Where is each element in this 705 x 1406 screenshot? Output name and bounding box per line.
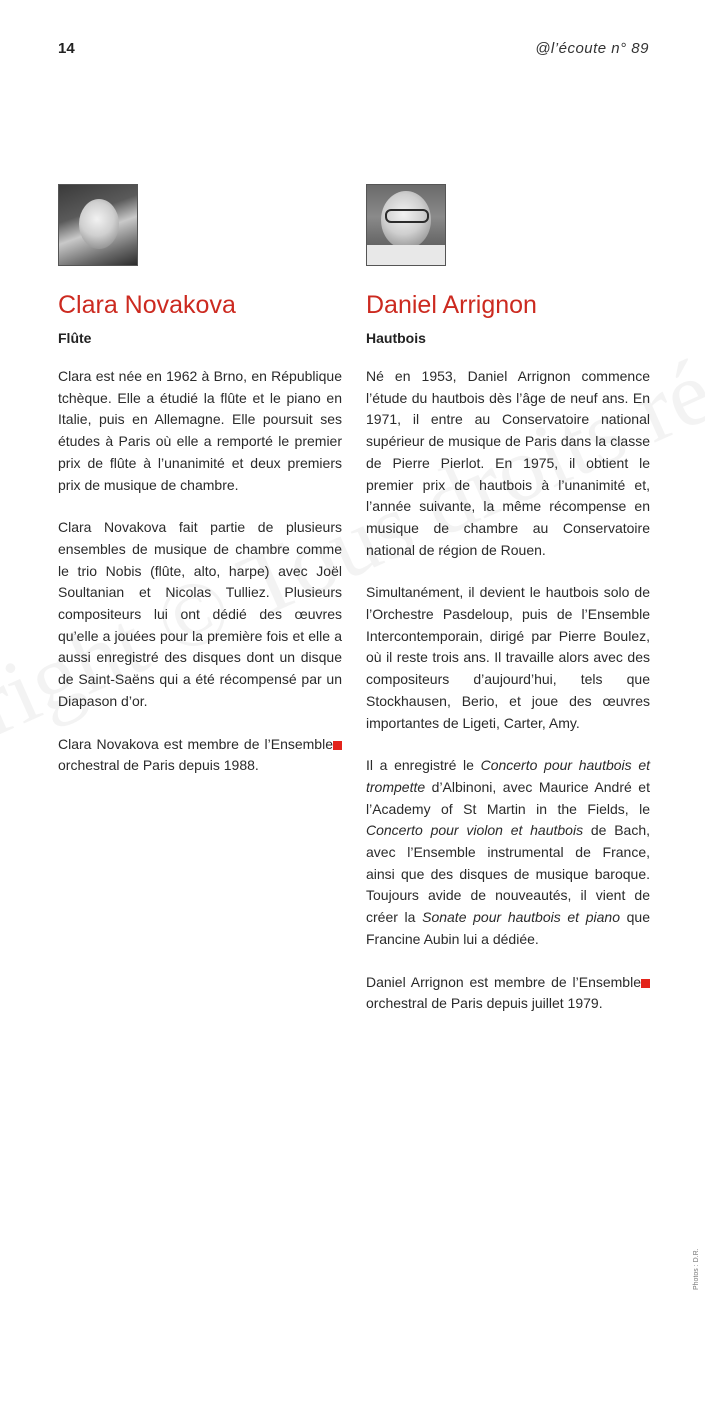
musician-name: Clara Novakova [58, 291, 236, 319]
bio-paragraph: Né en 1953, Daniel Arrignon commence l’étude du hautbois dès l’âge de neuf ans. En 1971, il entre au Conservatoire national supérieur de musique de Paris dans la classe de Pierre Pierlot. En 1975, il obtient le premier prix de hautbois à l’unanimité et, l’année suivante, la même récompense en musique de chambre au Conservatoire national de région de Rouen. [366, 368, 650, 558]
work-title: Concerto pour hautbois et trompette [366, 757, 650, 795]
portrait-shirt-shape [367, 245, 445, 266]
musician-name: Daniel Arrignon [366, 291, 537, 319]
portrait-clara-novakova [58, 184, 138, 266]
bio-paragraph-recordings: Il a enregistré le Concerto pour hautbois et trompette d’Albinoni, avec Maurice André et l’Academy of St Martin in the Fields, le Concerto pour violon et hautbois de Bach, avec l’Ensemble instrumental de France, ainsi que des disques de musique baroque. Toujours avide de nouveautés, il vient de créer la Sonate pour hautbois et piano que Francine Aubin lui a dédiée. [366, 757, 651, 947]
bio-paragraph-final: Clara Novakova est membre de l’Ensemble orchestral de Paris depuis 1988. [58, 734, 342, 777]
bio-paragraph: Clara est née en 1962 à Brno, en République tchèque. Elle a étudié la flûte et le piano en Italie, puis en Allemagne. Elle poursuit ses études à Paris où elle a remporté le premier prix de flûte à l’unanimité et deux premiers prix de musique de chambre. [58, 368, 342, 493]
musician-instrument: Flûte [58, 330, 92, 346]
portrait-daniel-arrignon [366, 184, 446, 266]
magazine-title: @l’écoute n° 89 [535, 40, 649, 57]
page-number: 14 [58, 40, 75, 57]
bio-paragraph-final: Daniel Arrignon est membre de l’Ensemble orchestral de Paris depuis juillet 1979. [366, 972, 650, 1015]
bio-paragraph: Clara Novakova fait partie de plusieurs ensembles de musique de chambre comme le trio Nobis (flûte, alto, harpe) avec Joël Soultanian et Nicolas Tulliez. Plusieurs compositeurs lui ont dédié des œuvres qu’elle a jouées pour la première fois et elle a aussi enregistré des disques dont un disque de Saint-Saëns qui a été récompensé par un Diapason d’or. [58, 519, 342, 709]
portrait-glasses-shape [385, 209, 429, 223]
bio-daniel-arrignon [366, 184, 650, 1015]
photo-credit: Photos : D.R. [693, 1248, 700, 1290]
bio-paragraph: Simultanément, il devient le hautbois solo de l’Orchestre Pasdeloup, puis de l’Ensemble Intercontemporain, dirigé par Pierre Boulez, où il reste trois ans. Il travaille alors avec des compositeurs d’aujourd’hui, tels que Stockhausen, Berio, et joue des œuvres importantes de Ligeti, Carter, Amy. [366, 584, 650, 731]
red-square-icon [641, 979, 650, 988]
red-square-icon [333, 741, 342, 750]
bio-clara-novakova [58, 184, 342, 777]
work-title: Sonate pour hautbois et piano [422, 909, 620, 926]
portrait-face-shape [79, 199, 119, 249]
musician-instrument: Hautbois [366, 330, 426, 346]
work-title: Concerto pour violon et hautbois [366, 822, 584, 839]
